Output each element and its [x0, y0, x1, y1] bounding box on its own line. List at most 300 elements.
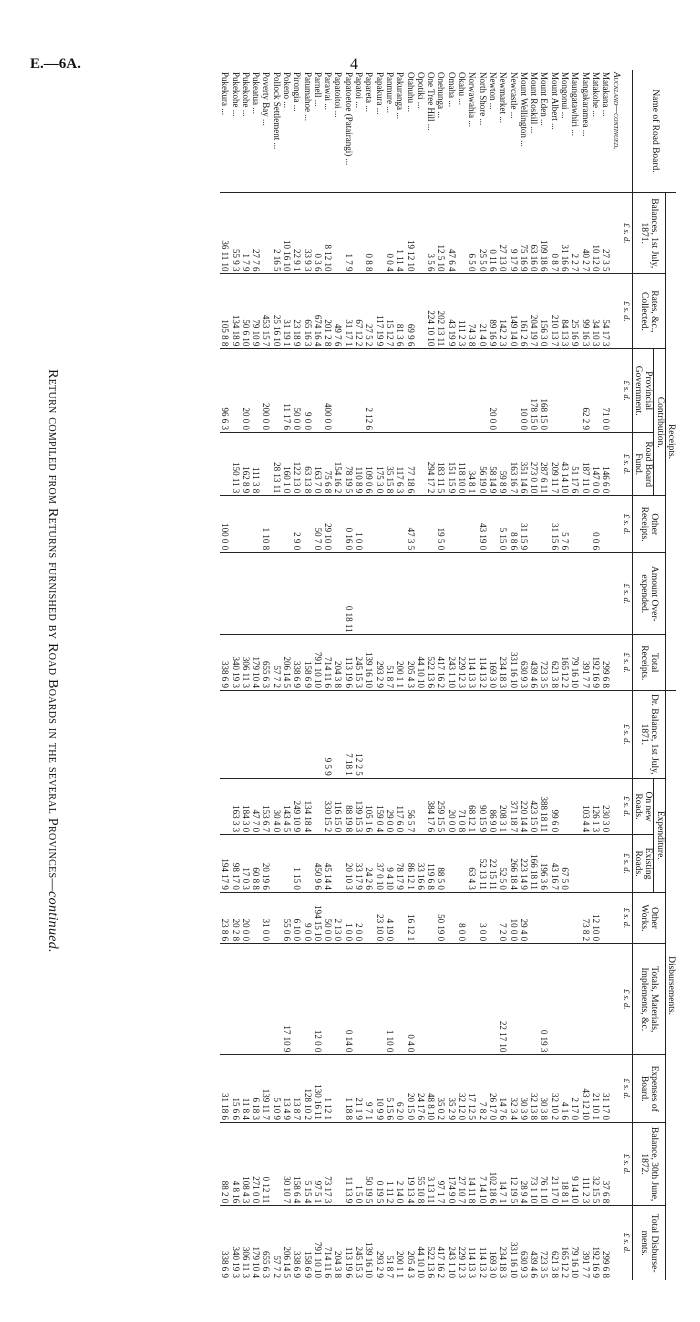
value-cell: 50 19 0	[436, 892, 446, 943]
col-name: Name of Road Board.	[632, 70, 676, 193]
value-cell: 306 11 3	[241, 635, 251, 691]
road-board-name: Patumahoe ...	[302, 72, 313, 121]
value-cell: 19 13 4	[405, 1122, 415, 1205]
value-cell	[333, 496, 343, 553]
value-cell	[467, 691, 477, 779]
value-cell	[241, 496, 251, 553]
value-cell	[374, 349, 384, 433]
value-cell	[467, 349, 477, 433]
value-cell: 340 19 3	[230, 1206, 240, 1280]
lsd-unit-label: £ s. d.	[622, 433, 633, 496]
empty-cell	[611, 892, 621, 943]
value-cell: 220 14 4	[519, 778, 529, 834]
value-cell: 204 19 7	[529, 274, 539, 349]
value-cell: 1 10 0	[385, 944, 395, 1055]
value-cell: 88 5 0	[436, 835, 446, 893]
value-cell: 97 1 7	[436, 1122, 446, 1205]
value-cell: 27 10 7	[457, 1122, 467, 1205]
value-cell	[395, 944, 405, 1055]
col-expenditure: Expenditure.	[654, 778, 665, 892]
value-cell	[323, 553, 333, 635]
value-cell: 391 7 7	[580, 1206, 590, 1280]
road-board-name: Panmure ...	[384, 72, 395, 113]
road-board-name: Parawai ...	[323, 72, 334, 110]
road-board-name: Onehunga ...	[436, 72, 447, 118]
value-cell: 114 13 2	[477, 635, 487, 691]
value-cell: 105 8 8	[220, 274, 230, 349]
value-cell: 8 12 10	[323, 193, 333, 274]
lsd-unit-label: £ s. d.	[622, 892, 633, 943]
value-cell: 11 13 9	[344, 1122, 354, 1205]
value-cell: 51 8 7	[385, 1206, 395, 1280]
value-cell: 13 4 9	[282, 1055, 292, 1123]
value-cell: 25 16 10	[271, 274, 281, 349]
road-board-name: Papatoitoi ...	[333, 72, 344, 118]
empty-cell	[611, 349, 621, 433]
value-cell: 51 17 6	[570, 433, 580, 496]
value-cell: 146 6 0	[601, 433, 611, 496]
value-cell: 117 19 9	[374, 274, 384, 349]
value-cell: 0 8 8	[364, 193, 374, 274]
value-cell	[333, 349, 343, 433]
value-cell: 0 4 0	[405, 944, 415, 1055]
empty-cell	[611, 433, 621, 496]
value-cell: 10 9 9	[374, 1055, 384, 1123]
value-cell: 59 8 9	[498, 433, 508, 496]
value-cell: 161 2 6	[519, 274, 529, 349]
value-cell	[508, 553, 518, 635]
value-cell	[457, 349, 467, 433]
table-row	[302, 70, 312, 1280]
value-cell: 24 2 6	[364, 835, 374, 893]
value-cell	[282, 553, 292, 635]
value-cell: 714 11 6	[323, 635, 333, 691]
value-cell: 32 15 5	[591, 1122, 601, 1205]
value-cell	[333, 193, 343, 274]
value-cell	[498, 349, 508, 433]
value-cell	[580, 553, 590, 635]
value-cell: 209 11 7	[549, 433, 559, 496]
value-cell	[508, 691, 518, 779]
col-balance-june: Balance, 30th June, 1872.	[632, 1122, 665, 1205]
value-cell: 338 6 9	[292, 635, 302, 691]
col-other-works: Other Works.	[632, 892, 665, 943]
road-board-name: One Tree Hill ...	[426, 72, 437, 131]
road-board-name: Pukekohe ...	[240, 72, 251, 117]
value-cell: 205 4 3	[405, 635, 415, 691]
value-cell	[580, 691, 590, 779]
value-cell: 126 1 3	[591, 778, 601, 834]
value-cell: 21 10 1	[591, 1055, 601, 1123]
table-row	[220, 70, 230, 1280]
value-cell: 388 18 11	[539, 778, 549, 834]
value-cell	[271, 553, 281, 635]
value-cell	[333, 835, 343, 893]
road-board-name: Maungatawhiri ...	[570, 72, 581, 136]
value-cell: 30 3 9	[519, 1055, 529, 1123]
value-cell: 4 1 6	[560, 1055, 570, 1123]
value-cell	[508, 349, 518, 433]
value-cell: 223 14 9	[519, 835, 529, 893]
value-cell	[570, 553, 580, 635]
value-cell: 159 0 4	[374, 778, 384, 834]
value-cell: 450 9 6	[313, 835, 323, 893]
value-cell: 174 9 0	[446, 1122, 456, 1205]
value-cell: 331 16 10	[508, 635, 518, 691]
value-cell: 31 17 0	[601, 1055, 611, 1123]
value-cell: 6 5 0	[467, 193, 477, 274]
value-cell: 77 18 6	[405, 433, 415, 496]
value-cell: 76 1 10	[539, 1122, 549, 1205]
value-cell	[271, 349, 281, 433]
value-cell: 1 0 0	[344, 892, 354, 943]
value-cell: 78 19 5	[344, 433, 354, 496]
road-board-name: Pukeatua ...	[251, 72, 262, 114]
value-cell: 202 13 11	[436, 274, 446, 349]
col-overexpended: Amount Over-expended.	[632, 553, 665, 635]
value-cell: 204 3 8	[333, 635, 343, 691]
value-cell: 35 15 8	[385, 433, 395, 496]
value-cell: 114 13 3	[467, 1206, 477, 1280]
value-cell: 2 0 0	[354, 892, 364, 943]
road-boards-table	[220, 70, 676, 1280]
value-cell: 9 0 0	[302, 349, 312, 433]
value-cell	[344, 349, 354, 433]
value-cell: 206 14 5	[282, 1206, 292, 1280]
value-cell: 630 9 3	[519, 635, 529, 691]
value-cell	[446, 553, 456, 635]
road-board-name: Poverty Bay ...	[261, 72, 272, 126]
value-cell: 43 16 7	[549, 835, 559, 893]
value-cell	[374, 193, 384, 274]
group-receipts: Receipts.	[665, 193, 676, 691]
value-cell: 29 0 0	[385, 778, 395, 834]
value-cell: 229 12 3	[457, 1206, 467, 1280]
value-cell	[374, 553, 384, 635]
value-cell	[436, 349, 446, 433]
table-caption	[44, 0, 60, 1322]
value-cell	[313, 553, 323, 635]
value-cell	[519, 691, 529, 779]
value-cell: 19 5 0	[436, 496, 446, 553]
value-cell: 102 18 6	[488, 1122, 498, 1205]
value-cell	[302, 691, 312, 779]
value-cell: 35 2 9	[446, 1055, 456, 1123]
value-cell: 12 0 0	[313, 944, 323, 1055]
value-cell: 55 9 3	[230, 193, 240, 274]
col-contribution: Contribution.	[654, 349, 665, 496]
table-row	[323, 70, 333, 1280]
road-board-name: Mount Wellington ...	[518, 72, 529, 147]
value-cell	[570, 892, 580, 943]
value-cell: 57 7 2	[271, 635, 281, 691]
value-cell: 98 17 0	[230, 835, 240, 893]
value-cell: 192 16 9	[591, 635, 601, 691]
value-cell	[457, 193, 467, 274]
value-cell: 143 4 5	[282, 778, 292, 834]
value-cell	[539, 892, 549, 943]
value-cell	[385, 349, 395, 433]
value-cell: 224 10 10	[426, 274, 436, 349]
value-cell: 36 11 10	[220, 193, 230, 274]
value-cell	[416, 496, 426, 553]
value-cell: 54 17 3	[601, 274, 611, 349]
value-cell: 0 18 11	[344, 553, 354, 635]
value-cell	[220, 553, 230, 635]
table-row	[508, 70, 518, 1280]
lsd-unit-label: £ s. d.	[622, 553, 633, 635]
value-cell: 522 13 6	[426, 1206, 436, 1280]
value-cell	[230, 944, 240, 1055]
value-cell: 139 16 10	[364, 1206, 374, 1280]
value-cell: 196 3 6	[539, 835, 549, 893]
value-cell: 621 3 8	[549, 1206, 559, 1280]
value-cell: 187 11 0	[580, 433, 590, 496]
value-cell	[364, 496, 374, 553]
value-cell: 32 3 4	[508, 1055, 518, 1123]
value-cell: 723 3 5	[539, 1206, 549, 1280]
value-cell: 40 2 7	[580, 193, 590, 274]
value-cell: 12 2 5	[354, 691, 364, 779]
value-cell	[426, 553, 436, 635]
value-cell	[241, 944, 251, 1055]
value-cell	[241, 691, 251, 779]
value-cell: 208 3 1	[498, 778, 508, 834]
value-cell: 151 15 9	[446, 433, 456, 496]
value-cell	[230, 553, 240, 635]
value-cell: 192 16 9	[591, 1206, 601, 1280]
value-cell: 158 6 4	[292, 1122, 302, 1205]
value-cell: 75 16 9	[519, 193, 529, 274]
value-cell: 2 13 0	[333, 892, 343, 943]
caption-text: Return compiled from Returns furnished by Road Boards in the several Provinces	[45, 369, 60, 879]
value-cell	[405, 553, 415, 635]
value-cell: 122 13 0	[292, 433, 302, 496]
value-cell	[385, 496, 395, 553]
value-cell: 139 16 10	[364, 635, 374, 691]
lsd-row	[622, 70, 633, 1280]
table-row	[426, 70, 436, 1280]
table-row	[385, 70, 395, 1280]
value-cell: 12 10 0	[591, 892, 601, 943]
value-cell: 175 3 0	[374, 433, 384, 496]
value-cell: 119 6 8	[426, 835, 436, 893]
value-cell: 271 0 0	[251, 1122, 261, 1205]
value-cell: 37 6 8	[601, 1122, 611, 1205]
value-cell: 21 17 0	[549, 1122, 559, 1205]
table-row	[405, 70, 415, 1280]
value-cell	[560, 349, 570, 433]
road-board-name: Pukekura ...	[220, 72, 231, 115]
value-cell: 17 12 5	[467, 1055, 477, 1123]
value-cell	[302, 835, 312, 893]
table-row	[241, 70, 251, 1280]
value-cell	[251, 349, 261, 433]
road-board-name: Matakana ...	[601, 72, 612, 117]
value-cell: 134 18 4	[302, 778, 312, 834]
value-cell: 3 13 11	[426, 1122, 436, 1205]
value-cell: 234 18 3	[498, 635, 508, 691]
value-cell: 655 6 3	[261, 1206, 271, 1280]
value-cell	[560, 944, 570, 1055]
value-cell	[446, 835, 456, 893]
value-cell: 48 8 10	[426, 1055, 436, 1123]
value-cell: 31 18 6	[220, 1055, 230, 1123]
value-cell: 10 12 0	[591, 193, 601, 274]
lsd-unit-label: £ s. d.	[622, 349, 633, 433]
value-cell: 158 6 9	[302, 635, 312, 691]
value-cell: 147 0 0	[591, 433, 601, 496]
value-cell: 111 2 3	[580, 1122, 590, 1205]
value-cell	[457, 944, 467, 1055]
value-cell: 31 17 1	[344, 274, 354, 349]
table-row	[457, 70, 467, 1280]
value-cell	[457, 496, 467, 553]
value-cell: 56 5 7	[405, 778, 415, 834]
table-row	[251, 70, 261, 1280]
value-cell: 20 0 0	[241, 349, 251, 433]
value-cell	[416, 274, 426, 349]
value-cell: 8 0 0	[457, 892, 467, 943]
value-cell: 33 9 3	[302, 193, 312, 274]
value-cell	[385, 553, 395, 635]
value-cell	[333, 553, 343, 635]
value-cell	[251, 944, 261, 1055]
value-cell: 33 17 9	[354, 835, 364, 893]
value-cell: 23 8 6	[220, 892, 230, 943]
value-cell: 60 8 8	[251, 835, 261, 893]
value-cell: 7 8 2	[477, 1055, 487, 1123]
value-cell: 142 2 3	[498, 274, 508, 349]
value-cell: 29 10 0	[323, 496, 333, 553]
value-cell: 26 17 0	[488, 1055, 498, 1123]
value-cell: 22 9 1	[292, 193, 302, 274]
value-cell	[488, 496, 498, 553]
col-existing-roads: Existing Roads.	[632, 835, 654, 893]
value-cell: 299 6 8	[601, 1206, 611, 1280]
col-new-roads: On new Roads.	[632, 778, 654, 834]
value-cell	[220, 778, 230, 834]
value-cell	[539, 496, 549, 553]
value-cell: 1 11 4	[395, 193, 405, 274]
value-cell: 20 0 0	[446, 778, 456, 834]
value-cell	[436, 944, 446, 1055]
value-cell: 351 14 6	[519, 433, 529, 496]
value-cell: 27 7 6	[251, 193, 261, 274]
value-cell: 1 10 8	[261, 496, 271, 553]
value-cell: 24 17 6	[416, 1055, 426, 1123]
col-dr-balance: Dr. Balance, 1st July, 1871.	[632, 691, 665, 779]
value-cell	[261, 944, 271, 1055]
empty-cell	[611, 553, 621, 635]
value-cell	[467, 553, 477, 635]
value-cell: 30 3 8	[539, 1055, 549, 1123]
value-cell: 154 16 2	[333, 433, 343, 496]
value-cell: 62 2 9	[580, 349, 590, 433]
value-cell: 417 16 2	[436, 635, 446, 691]
value-cell: 8 8 6	[508, 496, 518, 553]
value-cell	[436, 553, 446, 635]
value-cell	[560, 892, 570, 943]
value-cell: 28 13 11	[271, 433, 281, 496]
value-cell	[374, 691, 384, 779]
value-cell: 113 19 6	[344, 635, 354, 691]
value-cell: 17 10 9	[282, 944, 292, 1055]
value-cell	[354, 944, 364, 1055]
value-cell	[591, 553, 601, 635]
value-cell: 245 15 3	[354, 1206, 364, 1280]
value-cell: 0 0 6	[591, 496, 601, 553]
value-cell	[313, 349, 323, 433]
value-cell: 0 11 6	[488, 193, 498, 274]
value-cell: 2 16 5	[271, 193, 281, 274]
value-cell: 791 10 10	[313, 1206, 323, 1280]
col-totals-materials: Totals, Materials, Implements, &c.	[632, 944, 665, 1055]
page-number: 4	[350, 56, 358, 73]
value-cell: 32 10 2	[549, 1055, 559, 1123]
value-cell: 384 17 6	[426, 778, 436, 834]
value-cell	[570, 496, 580, 553]
value-cell	[426, 349, 436, 433]
value-cell: 163 7 0	[313, 433, 323, 496]
road-board-name: Papatoetoe (Patairangi) ...	[343, 72, 354, 166]
empty-cell	[611, 193, 621, 274]
value-cell: 0 19 3	[539, 944, 549, 1055]
value-cell: 105 1 6	[364, 778, 374, 834]
value-cell	[333, 691, 343, 779]
value-cell: 6 2 0	[395, 1055, 405, 1123]
value-cell	[416, 944, 426, 1055]
value-cell	[251, 496, 261, 553]
value-cell	[529, 496, 539, 553]
value-cell: 21 4 0	[477, 274, 487, 349]
value-cell: 200 0 0	[261, 349, 271, 433]
value-cell: 89 16 9	[488, 274, 498, 349]
empty-cell	[611, 635, 621, 691]
value-cell	[570, 835, 580, 893]
table-row	[230, 70, 240, 1280]
value-cell	[446, 349, 456, 433]
value-cell: 4 8 16	[230, 1122, 240, 1205]
road-board-name: North Shore ...	[477, 72, 488, 126]
value-cell	[580, 944, 590, 1055]
value-cell: 14 7 1	[498, 1122, 508, 1205]
value-cell	[446, 496, 456, 553]
value-cell: 73 1 10	[529, 1122, 539, 1205]
value-cell: 0 0 4	[385, 193, 395, 274]
value-cell: 99 6 0	[549, 778, 559, 834]
value-cell	[395, 496, 405, 553]
value-cell: 0 8 7	[549, 193, 559, 274]
value-cell: 111 2 3	[457, 274, 467, 349]
value-cell: 293 2 9	[374, 1206, 384, 1280]
value-cell	[549, 553, 559, 635]
document-code: E.—6A.	[30, 56, 81, 72]
value-cell: 13 8 7	[292, 1055, 302, 1123]
value-cell	[261, 553, 271, 635]
value-cell: 29 4 0	[519, 892, 529, 943]
value-cell: 128 10 2	[302, 1055, 312, 1123]
value-cell: 68 12 1	[467, 778, 477, 834]
value-cell: 166 18 11	[529, 835, 539, 893]
lsd-unit-label: £ s. d.	[622, 1122, 633, 1205]
value-cell	[477, 349, 487, 433]
value-cell: 139 11 7	[261, 1055, 271, 1123]
road-board-name: Pakuranga ...	[395, 72, 406, 119]
lsd-unit-label: £ s. d.	[622, 274, 633, 349]
value-cell	[477, 553, 487, 635]
value-cell: 194 17 9	[220, 835, 230, 893]
